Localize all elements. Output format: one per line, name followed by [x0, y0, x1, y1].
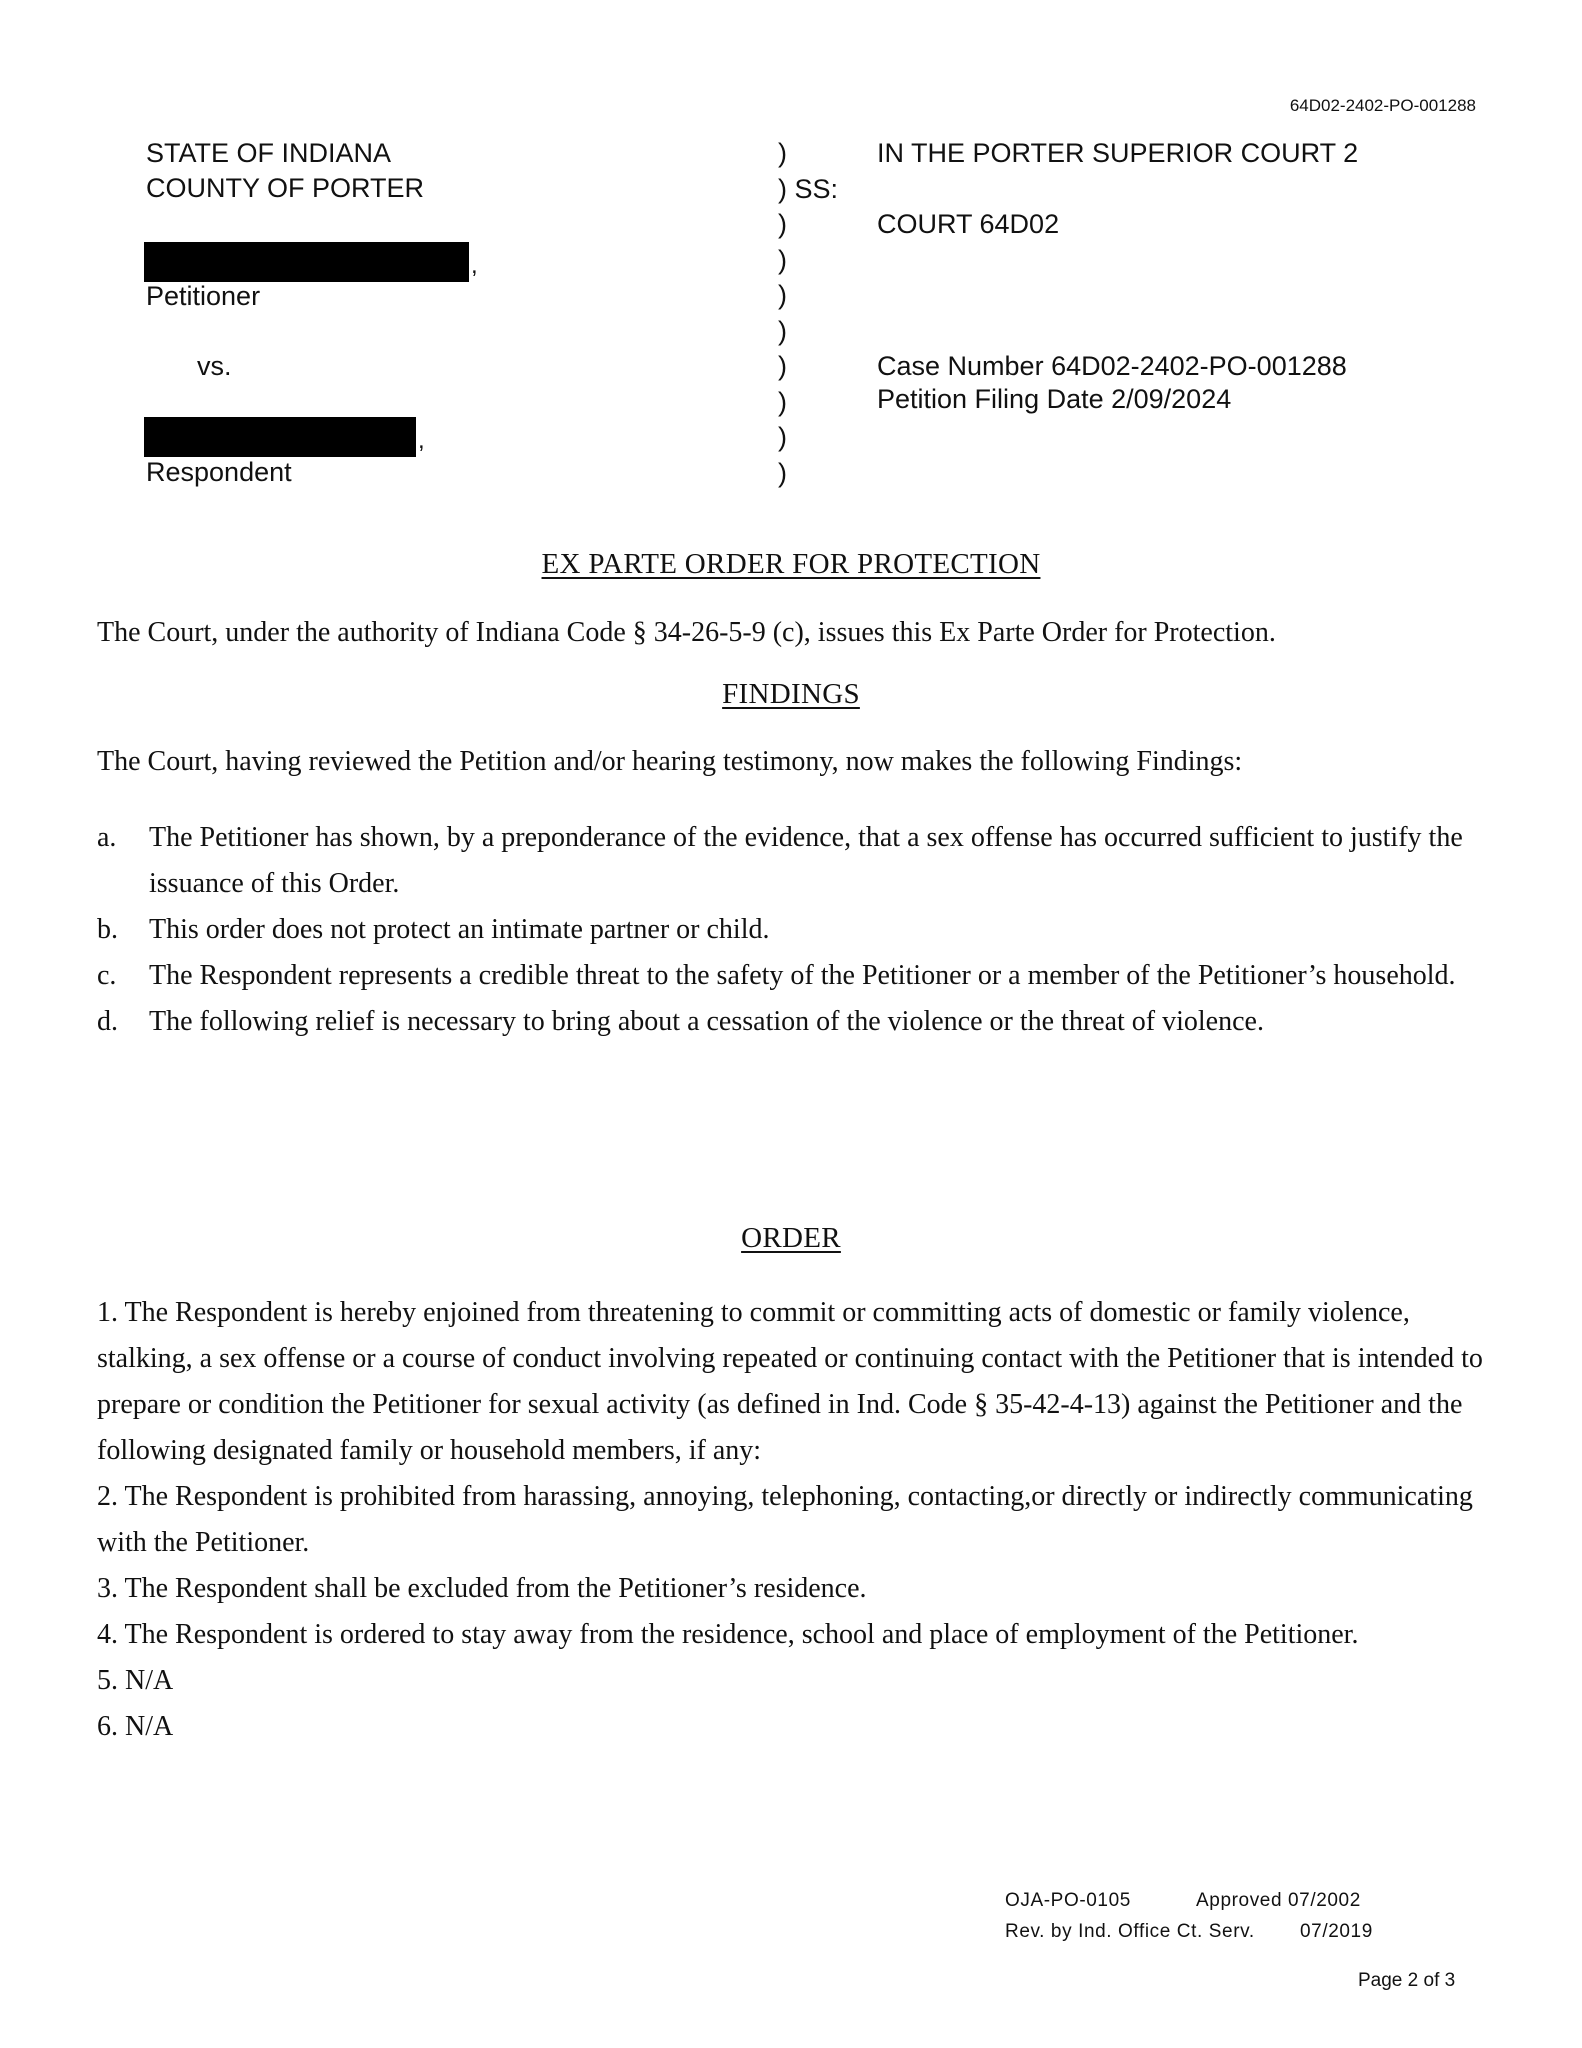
finding-letter: a.: [97, 822, 117, 853]
order-item: 4. The Respondent is ordered to stay away from the residence, school and place of employment of the Petitioner.: [97, 1619, 1359, 1650]
caption-paren: ): [778, 457, 787, 488]
finding-letter: c.: [97, 960, 117, 991]
finding-text: The following relief is necessary to bring about a cessation of the violence or the threat of violence.: [149, 1006, 1264, 1037]
order-list: [97, 1290, 1497, 1750]
respondent-comma: ,: [418, 427, 425, 454]
court-name: IN THE PORTER SUPERIOR COURT 2: [877, 138, 1359, 168]
finding-text: The Petitioner has shown, by a preponderance of the evidence, that a sex offense has occurred sufficient to justify the issuance of this Order.: [149, 822, 1463, 899]
page-number: Page 2 of 3: [1358, 1970, 1456, 1991]
finding-text: The Respondent represents a credible threat to the safety of the Petitioner or a member of the Petitioner’s household.: [149, 960, 1456, 991]
revision-date: 07/2019: [1300, 1921, 1373, 1942]
caption-paren: ): [778, 244, 787, 275]
order-item: 2. The Respondent is prohibited from harassing, annoying, telephoning, contacting,or directly or indirectly communicating with the Petitioner.: [97, 1481, 1473, 1558]
state-label: STATE OF INDIANA: [146, 138, 392, 168]
document-number: 64D02-2402-PO-001288: [1289, 96, 1476, 115]
caption-paren-column: [778, 136, 838, 491]
petitioner-label: Petitioner: [146, 281, 261, 311]
case-number: Case Number 64D02-2402-PO-001288: [877, 351, 1347, 381]
respondent-label: Respondent: [146, 457, 292, 487]
order-heading: ORDER: [741, 1222, 841, 1254]
order-item: 5. N/A: [97, 1665, 174, 1696]
caption-paren: ): [778, 422, 787, 452]
caption-paren: ): [778, 138, 787, 168]
caption-paren: ): [778, 315, 787, 346]
finding-item: [97, 999, 1497, 1045]
filing-date: Petition Filing Date 2/09/2024: [877, 384, 1232, 414]
caption-paren: ): [778, 386, 787, 417]
petitioner-name-redaction: [144, 242, 469, 282]
vs-label: vs.: [197, 351, 232, 381]
finding-item: [97, 953, 1497, 999]
authority-statement: The Court, under the authority of Indiana Code § 34-26-5-9 (c), issues this Ex Parte Order for Protection.: [97, 617, 1276, 648]
court-code: COURT 64D02: [877, 209, 1060, 239]
finding-letter: b.: [97, 914, 118, 945]
county-label: COUNTY OF PORTER: [146, 173, 425, 203]
findings-heading: FINDINGS: [722, 678, 860, 710]
order-title: EX PARTE ORDER FOR PROTECTION: [541, 548, 1041, 580]
order-item: 1. The Respondent is hereby enjoined from threatening to commit or committing acts of domestic or family violence, stalking, a sex offense or a course of conduct involving repeated or continuing contact with the Petitioner that is intended to prepare or condition the Petitioner for sexual activity (as defined in Ind. Code § 35-42-4-13) against the Petitioner and the following designated family or household members, if any:: [97, 1297, 1483, 1466]
finding-item: [97, 815, 1497, 907]
order-item: 3. The Respondent shall be excluded from the Petitioner’s residence.: [97, 1573, 867, 1604]
revision-by: Rev. by Ind. Office Ct. Serv.: [1005, 1921, 1255, 1942]
order-item: 6. N/A: [97, 1711, 174, 1742]
caption-paren: ): [778, 351, 787, 381]
form-id: OJA-PO-0105: [1005, 1890, 1131, 1911]
finding-item: [97, 907, 1497, 953]
caption-paren-ss: ) SS:: [778, 173, 839, 204]
approved-date: Approved 07/2002: [1196, 1890, 1361, 1911]
finding-letter: d.: [97, 1006, 118, 1037]
petitioner-comma: ,: [471, 252, 478, 279]
respondent-name-redaction: [144, 417, 416, 457]
caption-paren: ): [778, 209, 787, 239]
findings-intro: The Court, having reviewed the Petition and/or hearing testimony, now makes the following Findings:: [97, 746, 1243, 777]
caption-paren: ): [778, 280, 787, 310]
finding-text: This order does not protect an intimate partner or child.: [149, 914, 770, 945]
findings-list: [97, 815, 1497, 1045]
